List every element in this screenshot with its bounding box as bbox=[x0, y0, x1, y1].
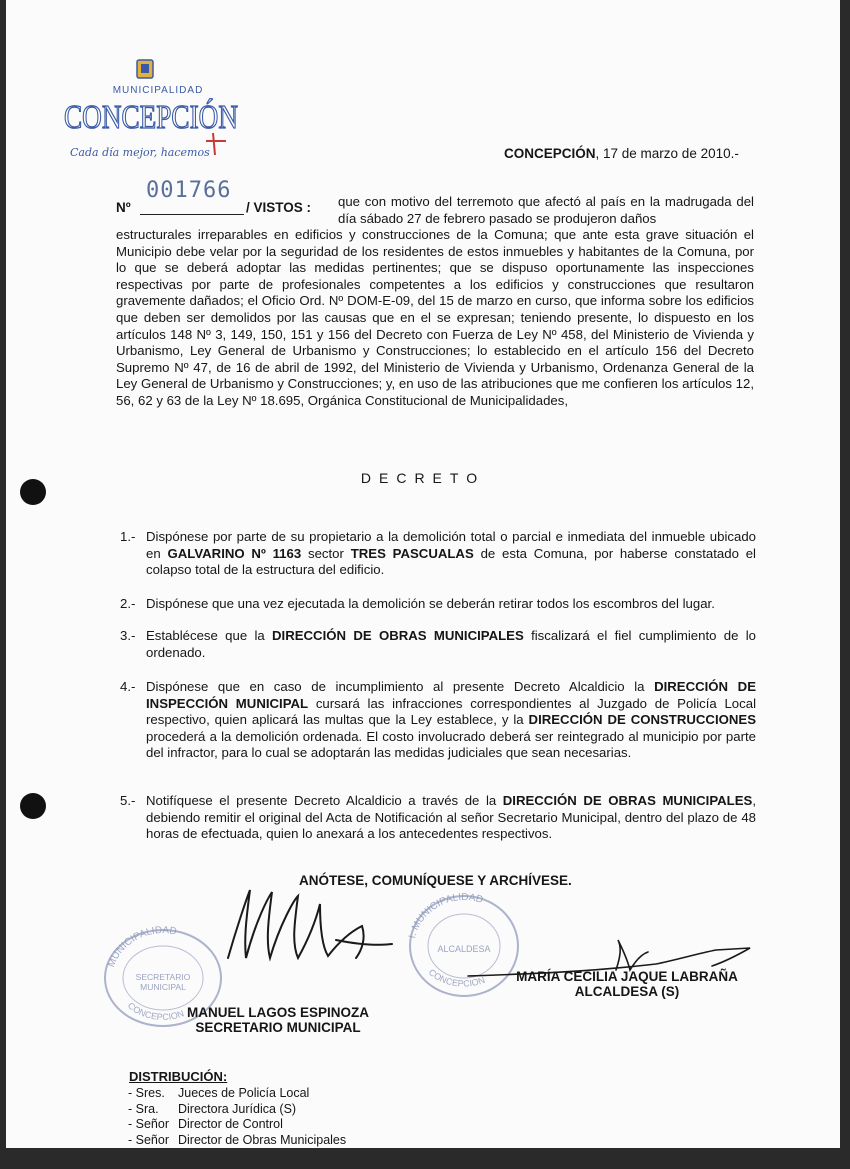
logo-small-text: MUNICIPALIDAD bbox=[112, 85, 204, 96]
svg-text:CONCEPCION: CONCEPCION bbox=[125, 1000, 186, 1022]
distribution-list bbox=[128, 1086, 346, 1148]
secretary-signature bbox=[216, 880, 396, 970]
punch-hole-bottom bbox=[20, 793, 46, 819]
date-text: , 17 de marzo de 2010.- bbox=[595, 146, 739, 161]
distribution-title: DISTRIBUCIÓN: bbox=[129, 1069, 228, 1084]
logo-slogan-text: Cada día mejor, hacemos bbox=[70, 146, 210, 159]
distribution-row: - Sres. Jueces de Policía Local bbox=[128, 1086, 310, 1100]
department-name: DIRECCIÓN DE CONSTRUCCIONES bbox=[528, 712, 756, 728]
item-text: Dispónese que en caso de incumplimiento al presente Decreto Alcaldicio la DIRECCIÓN DE INSPECCIÓN MUNICIPAL cursará las infracciones correspondientes al Juzgado de Policía Local respectivo, quien aplicará las multas que la Ley establece, y la DIRECCIÓN DE CONSTRUCCIONES procederá a la demolición ordenada. El costo involucrado deberá ser reintegrado al municipio por parte del infractor, para lo cual se adoptarán las medidas judiciales que sean necesarias. bbox=[146, 679, 756, 761]
decree-number-stamp: 001766 bbox=[146, 178, 232, 203]
mayor-title: ALCALDESA (S) bbox=[574, 984, 680, 999]
decree-item-5 bbox=[120, 793, 756, 843]
svg-text:CONCEPCION: CONCEPCION bbox=[426, 967, 487, 989]
distribution-row: - Sra. Directora Jurídica (S) bbox=[128, 1101, 297, 1116]
item-number: 2.- bbox=[120, 596, 136, 611]
department-name: DIRECCIÓN DE INSPECCIÓN MUNICIPAL bbox=[146, 679, 756, 711]
address-sector: TRES PASCUALAS bbox=[350, 545, 474, 561]
coat-of-arms-icon bbox=[137, 60, 153, 78]
secretary-name: MANUEL LAGOS ESPINOZA bbox=[186, 1005, 369, 1020]
item-text: Establécese que la DIRECCIÓN DE OBRAS MUNICIPALES fiscalizará el fiel cumplimiento de lo ordenado. bbox=[146, 628, 756, 660]
svg-text:MUNICIPALIDAD: MUNICIPALIDAD bbox=[106, 924, 178, 969]
number-label: Nº bbox=[116, 200, 131, 215]
vistos-first-lines: que con motivo del terremoto que afectó al país en la madrugada del día sábado 27 de febrero pasado se produjeron daños bbox=[338, 194, 754, 226]
svg-text:MUNICIPAL: MUNICIPAL bbox=[140, 982, 186, 992]
item-number: 4.- bbox=[120, 679, 136, 694]
secretary-signature-block bbox=[178, 1005, 378, 1035]
vistos-paragraph: estructurales irreparables en edificios y construcciones de la Comuna; que ante esta grave situación el Municipio debe velar por la seguridad de los residentes de estos inmuebles y habitantes de la Comuna, por lo que se deberá adoptar las medidas pertinentes; que se dispuso oportunamente las inspecciones respectivas por parte de profesionales competentes a los edificios y construcciones que resultaron gravemente dañados; el Oficio Ord. Nº DOM-E-09, del 15 de marzo en curso, que informa sobre los edificios que deben ser demolidos por las causas que en el se expresan; teniendo presente, lo dispuesto en los artículos 148 Nº 3, 149, 150, 151 y 156 del Decreto con Fuerza de Ley Nº 458, del Ministerio de Vivienda y Urbanismo, Ley General de Urbanismo y Construcciones; lo establecido en el artículo 156 del Decreto Supremo Nº 47, de 16 de abril de 1992, del Ministerio de Vivienda y Urbanismo, Ordenanza General de la Ley General de Urbanismo y Construcciones; y, en uso de las atribuciones que me confieren los artículos 12, 56, 62 y 63 de la Ley Nº 18.695, Orgánica Constitucional de Municipalidades, bbox=[116, 227, 754, 408]
svg-text:SECRETARIO: SECRETARIO bbox=[135, 972, 191, 982]
department-name: DIRECCIÓN DE OBRAS MUNICIPALES bbox=[272, 628, 524, 643]
municipality-logo bbox=[58, 58, 282, 168]
logo-main-text: CONCEPCIÓN bbox=[64, 99, 282, 136]
decree-item-4 bbox=[120, 679, 756, 762]
distribution-row: - Señor Director de Obras Municipales bbox=[128, 1132, 347, 1147]
decreto-title: DECRETO bbox=[360, 470, 486, 486]
item-text: Notifíquese el presente Decreto Alcaldicio a través de la DIRECCIÓN DE OBRAS MUNICIPALES, debiendo remitir el original del Acta de Notificación al señor Secretario Municipal, dentro del plazo de 48 horas de efectuada, quien lo anexará a los antecedentes respectivos. bbox=[146, 793, 756, 842]
item-number: 3.- bbox=[120, 628, 136, 643]
decree-item-3 bbox=[120, 628, 756, 661]
decree-item-1 bbox=[120, 529, 756, 579]
item-text: Dispónese por parte de su propietario a la demolición total o parcial e inmediata del inmueble ubicado en GALVARINO Nº 1163 sector TRES PASCUALAS de esta Comuna, por haberse constatado el colapso total de la estructura del edificio. bbox=[146, 529, 756, 578]
department-name: DIRECCIÓN DE OBRAS MUNICIPALES bbox=[502, 793, 753, 808]
number-underline bbox=[140, 214, 244, 215]
secretary-title: SECRETARIO MUNICIPAL bbox=[195, 1020, 361, 1035]
mayor-name: MARÍA CECILIA JAQUE LABRAÑA bbox=[516, 969, 738, 984]
item-number: 1.- bbox=[120, 529, 136, 544]
place-name: CONCEPCIÓN bbox=[504, 146, 596, 161]
item-number: 5.- bbox=[120, 793, 136, 808]
distribution-row: - Señor Director de Control bbox=[128, 1117, 283, 1131]
document-page bbox=[6, 0, 840, 1148]
vistos-label: / VISTOS : bbox=[246, 200, 312, 215]
decree-item-2 bbox=[120, 596, 756, 613]
closing-formula: ANÓTESE, COMUNÍQUESE Y ARCHÍVESE. bbox=[299, 873, 572, 888]
svg-text:I. MUNICIPALIDAD: I. MUNICIPALIDAD bbox=[407, 891, 485, 940]
mayor-signature-block bbox=[502, 969, 752, 999]
address-street: GALVARINO Nº 1163 bbox=[167, 545, 302, 561]
svg-text:ALCALDESA: ALCALDESA bbox=[437, 944, 491, 954]
item-text: Dispónese que una vez ejecutada la demolición se deberán retirar todos los escombros del lugar. bbox=[146, 596, 715, 611]
place-date bbox=[504, 146, 739, 161]
